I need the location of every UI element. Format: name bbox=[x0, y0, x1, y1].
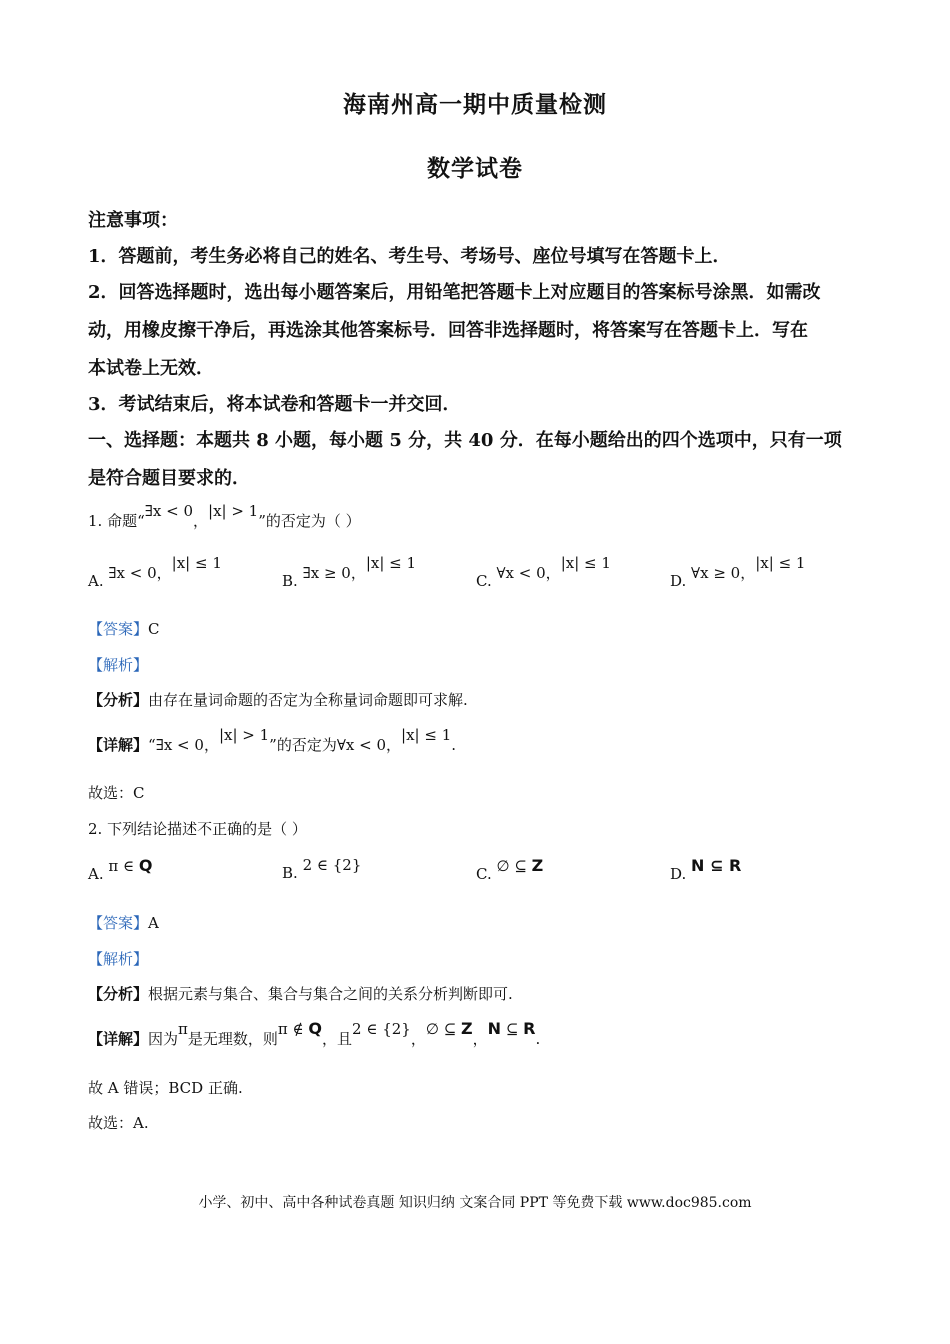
option-label: D. bbox=[670, 865, 687, 883]
question-1-detail bbox=[88, 726, 457, 755]
math-element: 2 ∈ {2} bbox=[352, 1020, 411, 1038]
separator: ， bbox=[472, 1030, 488, 1048]
option-math: |x| ≤ 1 bbox=[171, 554, 222, 572]
math-subset: ⊆ bbox=[501, 1020, 524, 1038]
option-math: ∅ ⊆ bbox=[496, 857, 532, 875]
question-1-fenxi bbox=[88, 689, 468, 710]
option-math: Q bbox=[138, 856, 153, 875]
math-pi: π bbox=[178, 1020, 188, 1038]
option-math: π ∈ bbox=[108, 857, 139, 875]
page-footer: 小学、初中、高中各种试卷真题 知识归纳 文案合同 PPT 等免费下载 www.doc985.com bbox=[198, 1195, 752, 1211]
math-set-n: N bbox=[487, 1019, 502, 1038]
page-title: 海南州高一期中质量检测 bbox=[343, 91, 607, 118]
quote-open: “ bbox=[148, 736, 156, 754]
option-math: Z bbox=[531, 856, 544, 875]
fenxi-tag: 【分析】 bbox=[88, 985, 149, 1003]
question-1-prefix: 1. 命题“ bbox=[88, 512, 145, 530]
question-1-suffix: ”的否定为（ ） bbox=[258, 512, 361, 530]
question-2-detail bbox=[88, 1019, 541, 1049]
option-c[interactable] bbox=[476, 856, 544, 883]
option-math: |x| ≤ 1 bbox=[560, 554, 611, 572]
notes-item-2-line-2: 动，用橡皮擦干净后，再选涂其他答案标号．回答非选择题时，将答案写在答题卡上．写在 bbox=[88, 320, 808, 341]
answer-tag: 【答案】 bbox=[88, 914, 149, 932]
option-label: C. bbox=[476, 572, 492, 590]
notes-item-2-line-1: 2．回答选择题时，选出每小题答案后，用铅笔把答题卡上对应题目的答案标号涂黑．如需改 bbox=[88, 282, 821, 303]
separator: ， bbox=[350, 564, 366, 582]
option-math: |x| ≤ 1 bbox=[365, 554, 417, 572]
notes-item-2-line-3: 本试卷上无效． bbox=[88, 358, 214, 379]
detail-text: ，且 bbox=[322, 1030, 353, 1048]
detail-text: 是无理数，则 bbox=[187, 1030, 278, 1048]
period: . bbox=[451, 736, 457, 754]
separator: ， bbox=[386, 736, 402, 754]
question-1-analysis-tag: 【解析】 bbox=[88, 656, 149, 674]
option-math: ∃x ≥ 0 bbox=[302, 564, 351, 582]
section-heading-line-1: 一、选择题：本题共 8 小题，每小题 5 分，共 40 分．在每小题给出的四个选项中，只有一项 bbox=[88, 430, 842, 451]
answer-value: A bbox=[148, 914, 159, 932]
option-b[interactable] bbox=[282, 554, 417, 590]
detail-tag: 【详解】 bbox=[88, 1030, 149, 1048]
option-label: A. bbox=[88, 572, 104, 590]
period: . bbox=[535, 1030, 541, 1048]
option-d[interactable] bbox=[670, 856, 742, 883]
math-set-r: R bbox=[523, 1019, 536, 1038]
question-1-stem bbox=[88, 502, 361, 531]
detail-tag: 【详解】 bbox=[88, 736, 149, 754]
question-1-choose: 故选：C bbox=[88, 784, 145, 802]
option-a[interactable] bbox=[88, 554, 222, 590]
option-label: B. bbox=[282, 864, 298, 882]
answer-tag: 【答案】 bbox=[88, 620, 149, 638]
option-math: ∀x ≥ 0 bbox=[691, 564, 741, 582]
option-math: ∃x < 0 bbox=[108, 564, 157, 582]
question-2-answer bbox=[88, 912, 159, 933]
option-label: A. bbox=[88, 865, 104, 883]
separator: ， bbox=[410, 1030, 426, 1048]
question-2-stem: 2. 下列结论描述不正确的是（ ） bbox=[88, 820, 307, 838]
detail-text: ”的否定为 bbox=[269, 736, 337, 754]
notes-heading: 注意事项： bbox=[88, 210, 178, 231]
math-abs: |x| ≤ 1 bbox=[401, 726, 452, 744]
option-b[interactable] bbox=[282, 856, 362, 882]
option-c[interactable] bbox=[476, 554, 611, 590]
question-2-analysis-tag: 【解析】 bbox=[88, 950, 149, 968]
math-forall: ∀x < 0 bbox=[336, 736, 387, 754]
option-a[interactable] bbox=[88, 856, 153, 883]
separator: ， bbox=[203, 736, 219, 754]
fenxi-text: 根据元素与集合、集合与集合之间的关系分析判断即可. bbox=[148, 985, 513, 1003]
answer-value: C bbox=[148, 620, 160, 638]
separator: ， bbox=[193, 512, 209, 530]
math-not-in: π ∉ bbox=[277, 1020, 309, 1038]
option-math: ⊆ R bbox=[704, 856, 742, 875]
fenxi-text: 由存在量词命题的否定为全称量词命题即可求解. bbox=[148, 691, 468, 709]
section-heading-line-2: 是符合题目要求的． bbox=[88, 468, 250, 489]
question-2-choose: 故选：A. bbox=[88, 1114, 149, 1132]
separator: ， bbox=[156, 564, 172, 582]
option-math: |x| ≤ 1 bbox=[755, 554, 806, 572]
notes-item-1: 1．答题前，考生务必将自己的姓名、考生号、考场号、座位号填写在答题卡上． bbox=[88, 246, 731, 267]
option-label: B. bbox=[282, 572, 298, 590]
notes-item-3: 3．考试结束后，将本试卷和答题卡一并交回． bbox=[88, 394, 461, 415]
question-2-fenxi bbox=[88, 983, 513, 1004]
math-set-z: Z bbox=[461, 1019, 473, 1038]
option-d[interactable] bbox=[670, 554, 806, 590]
option-label: C. bbox=[476, 865, 492, 883]
page-subtitle: 数学试卷 bbox=[427, 155, 523, 182]
option-label: D. bbox=[670, 572, 687, 590]
separator: ， bbox=[545, 564, 561, 582]
option-math: 2 ∈ {2} bbox=[302, 856, 362, 874]
math-set-q: Q bbox=[308, 1019, 323, 1038]
math-exists: ∃x < 0 bbox=[144, 502, 193, 520]
fenxi-tag: 【分析】 bbox=[88, 691, 149, 709]
detail-text: 因为 bbox=[148, 1030, 179, 1048]
math-subset: ∅ ⊆ bbox=[425, 1020, 462, 1038]
question-2-conclusion: 故 A 错误；BCD 正确. bbox=[88, 1079, 243, 1097]
math-exists: ∃x < 0 bbox=[155, 736, 204, 754]
math-abs: |x| > 1 bbox=[208, 502, 259, 520]
math-abs: |x| > 1 bbox=[218, 726, 270, 744]
option-math: N bbox=[691, 856, 705, 875]
question-1-answer bbox=[88, 618, 160, 639]
option-math: ∀x < 0 bbox=[496, 564, 546, 582]
separator: ， bbox=[740, 564, 756, 582]
